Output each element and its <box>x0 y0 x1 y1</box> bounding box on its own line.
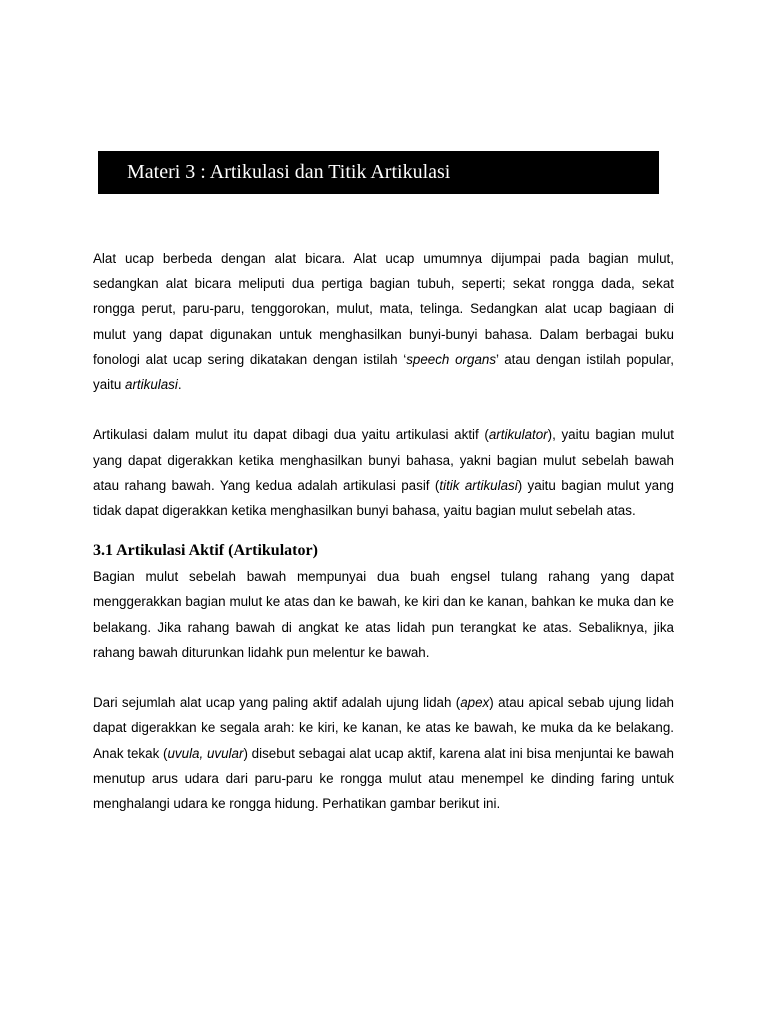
paragraph: Dari sejumlah alat ucap yang paling aktif adalah ujung lidah (apex) atau apical sebab ujung lidah dapat digerakkan ke segala arah: ke kiri, ke kanan, ke atas ke bawah, ke muka da ke belakang. Anak tekak (uvula, uvular) disebut sebagai alat ucap aktif, karena alat ini bisa menjuntai ke bawah menutup arus udara dari paru-paru ke rongga mulut atau menempel ke dinding faring untuk menghalangi udara ke rongga hidung. Perhatikan gambar berikut ini. <box>93 695 675 812</box>
paragraph: Bagian mulut sebelah bawah mempunyai dua buah engsel tulang rahang yang dapat menggerakkan bagian mulut ke atas dan ke bawah, ke kiri dan ke kanan, bahkan ke muka dan ke belakang. Jika rahang bawah di angkat ke atas lidah pun terangkat ke atas. Sebaliknya, jika rahang bawah diturunkan lidahk pun melentur ke bawah. <box>93 569 674 660</box>
intro-section <box>93 246 674 523</box>
document-body <box>93 246 674 816</box>
page-title: Materi 3 : Artikulasi dan Titik Artikulasi <box>127 161 451 183</box>
paragraph: Artikulasi dalam mulut itu dapat dibagi dua yaitu artikulasi aktif (artikulator), yaitu bagian mulut yang dapat digerakkan ketika menghasilkan bunyi bahasa, yakni bagian mulut sebelah bawah atau rahang bawah. Yang kedua adalah artikulasi pasif (titik artikulasi) yaitu bagian mulut yang tidak dapat digerakkan ketika menghasilkan bunyi bahasa, yaitu bagian mulut sebelah atas. <box>93 427 674 519</box>
section-heading: 3.1 Artikulasi Aktif (Artikulator) <box>93 542 318 560</box>
title-banner <box>98 151 659 194</box>
section-3-1-body <box>93 564 674 816</box>
paragraph: Alat ucap berbeda dengan alat bicara. Alat ucap umumnya dijumpai pada bagian mulut, sedangkan alat bicara meliputi dua pertiga bagian tubuh, seperti; sekat rongga dada, sekat rongga perut, paru-paru, tenggorokan, mulut, mata, telinga. Sedangkan alat ucap bagiaan di mulut yang dapat digunakan untuk menghasilkan bunyi-bunyi bahasa. Dalam berbagai buku fonologi alat ucap sering dikatakan dengan istilah ‘speech organs’ atau dengan istilah popular, yaitu artikulasi. <box>93 251 675 393</box>
